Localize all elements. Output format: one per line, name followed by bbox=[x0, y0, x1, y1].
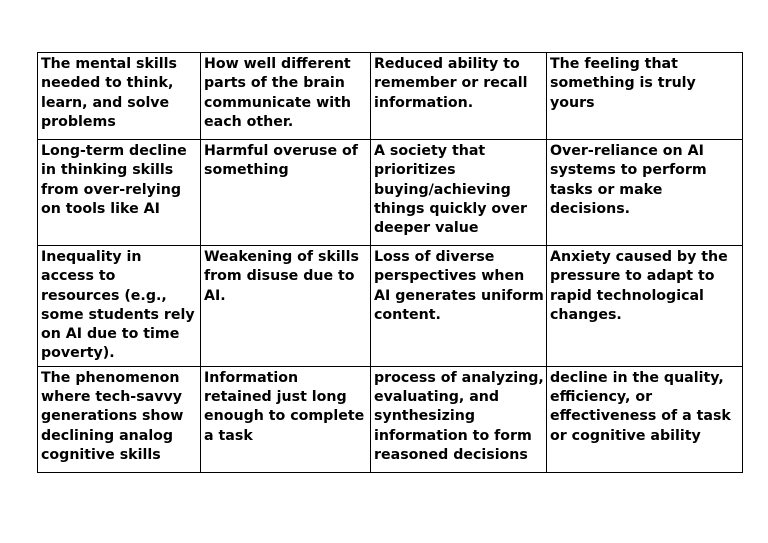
table-cell: The feeling that something is truly yours bbox=[547, 53, 743, 140]
table-row bbox=[38, 246, 743, 367]
table-cell: Anxiety caused by the pressure to adapt to rapid technological changes. bbox=[547, 246, 743, 367]
table-cell: Loss of diverse perspectives when AI generates uniform content. bbox=[371, 246, 547, 367]
table-cell: Information retained just long enough to complete a task bbox=[201, 366, 371, 472]
table-cell: How well different parts of the brain communicate with each other. bbox=[201, 53, 371, 140]
definitions-table bbox=[37, 52, 743, 473]
table-cell: decline in the quality, efficiency, or effectiveness of a task or cognitive ability bbox=[547, 366, 743, 472]
table-cell: process of analyzing, evaluating, and synthesizing information to form reasoned decisions bbox=[371, 366, 547, 472]
table-row bbox=[38, 140, 743, 246]
table-cell: Reduced ability to remember or recall information. bbox=[371, 53, 547, 140]
table-cell: Over-reliance on AI systems to perform tasks or make decisions. bbox=[547, 140, 743, 246]
table-row bbox=[38, 366, 743, 472]
table-cell: The mental skills needed to think, learn, and solve problems bbox=[38, 53, 201, 140]
table-cell: A society that prioritizes buying/achieving things quickly over deeper value bbox=[371, 140, 547, 246]
table-cell: Harmful overuse of something bbox=[201, 140, 371, 246]
table-cell: Long-term decline in thinking skills from over-relying on tools like AI bbox=[38, 140, 201, 246]
table-cell: The phenomenon where tech-savvy generations show declining analog cognitive skills bbox=[38, 366, 201, 472]
table-cell: Weakening of skills from disuse due to AI. bbox=[201, 246, 371, 367]
table-cell: Inequality in access to resources (e.g., some students rely on AI due to time poverty). bbox=[38, 246, 201, 367]
table-row bbox=[38, 53, 743, 140]
